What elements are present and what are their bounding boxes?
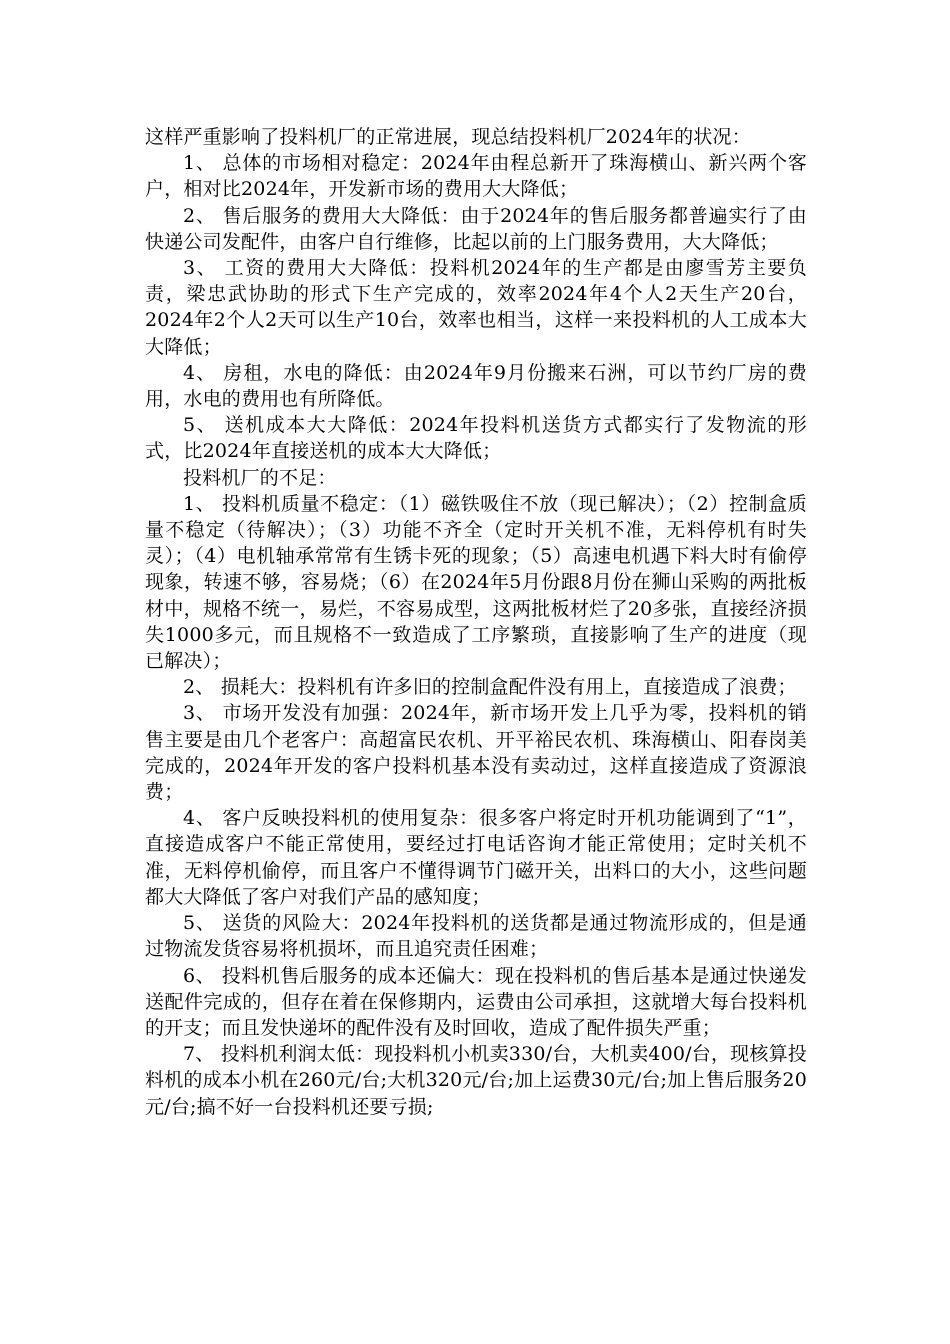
paragraph-shortcoming-7: 7、 投料机利润太低：现投料机小机卖330/台，大机卖400/台，现核算投料机的成本小机在260元/台;大机320元/台;加上运费30元/台;加上售后服务20元/台;搞不好一台投料机还要亏损; <box>145 1043 807 1118</box>
paragraph-achievement-3: 3、 工资的费用大大降低：投料机2024年的生产都是由廖雪芳主要负责，梁忠武协助的形式下生产完成的，效率2024年4个人2天生产20台，2024年2个人2天可以生产10台，效率也相当，这样一来投料机的人工成本大大降低； <box>145 257 807 358</box>
paragraph-achievement-5: 5、 送机成本大大降低：2024年投料机送货方式都实行了发物流的形式，比2024年直接送机的成本大大降低； <box>145 414 807 463</box>
paragraph-intro: 这样严重影响了投料机厂的正常进展，现总结投料机厂2024年的状况： <box>145 126 751 148</box>
paragraph-achievement-2: 2、 售后服务的费用大大降低：由于2024年的售后服务都普遍实行了由快递公司发配件，由客户自行维修，比起以前的上门服务费用，大大降低； <box>145 204 807 253</box>
paragraph-shortcoming-5: 5、 送货的风险大：2024年投料机的送货都是通过物流形成的，但是通过物流发货容易将机损坏，而且追究责任困难； <box>145 912 807 961</box>
paragraph-shortcoming-6: 6、 投料机售后服务的成本还偏大：现在投料机的售后基本是通过快递发送配件完成的，但存在着在保修期内，运费由公司承担，这就增大每台投料机的开支；而且发快递坏的配件没有及时回收，造成了配件损失严重； <box>145 964 807 1039</box>
paragraph-shortcoming-3: 3、 市场开发没有加强：2024年，新市场开发上几乎为零，投料机的销售主要是由几个老客户：高超富民农机、开平裕民农机、珠海横山、阳春岗美完成的，2024年开发的客户投料机基本没有卖动过，这样直接造成了资源浪费； <box>145 702 807 804</box>
paragraph-shortcoming-2: 2、 损耗大：投料机有许多旧的控制盒配件没有用上，直接造成了浪费； <box>183 676 797 699</box>
paragraph-shortcoming-4: 4、 客户反映投料机的使用复杂：很多客户将定时开机功能调到了“1”，直接造成客户不能正常使用，要经过打电话咨询才能正常使用；定时关机不准，无料停机偷停，而且客户不懂得调节门磁开关，出料口的大小，这些问题都大大降低了客户对我们产品的感知度； <box>145 807 807 908</box>
section-heading-shortcomings: 投料机厂的不足： <box>183 466 337 489</box>
paragraph-shortcoming-1: 1、 投料机质量不稳定：（1）磁铁吸住不放（现已解决）；（2）控制盒质量不稳定（待解决）；（3）功能不齐全（定时开关机不准，无料停机有时失灵）；（4）电机轴承常常有生锈卡死的现象；（5）高速电机遇下料大时有偷停现象，转速不够，容易烧；（6）在2024年5月份跟8月份在狮山采购的两批板材中，规格不统一，易烂，不容易成型，这两批板材烂了20多张，直接经济损失1000多元，而且规格不一致造成了工序繁琐，直接影响了生产的进度（现已解决）； <box>145 492 807 673</box>
document-page <box>145 124 807 1120</box>
paragraph-achievement-4: 4、 房租，水电的降低：由2024年9月份搬来石洲，可以节约厂房的费用，水电的费用也有所降低。 <box>145 361 807 411</box>
paragraph-achievement-1: 1、 总体的市场相对稳定：2024年由程总新开了珠海横山、新兴两个客户，相对比2024年，开发新市场的费用大大降低； <box>145 152 807 201</box>
